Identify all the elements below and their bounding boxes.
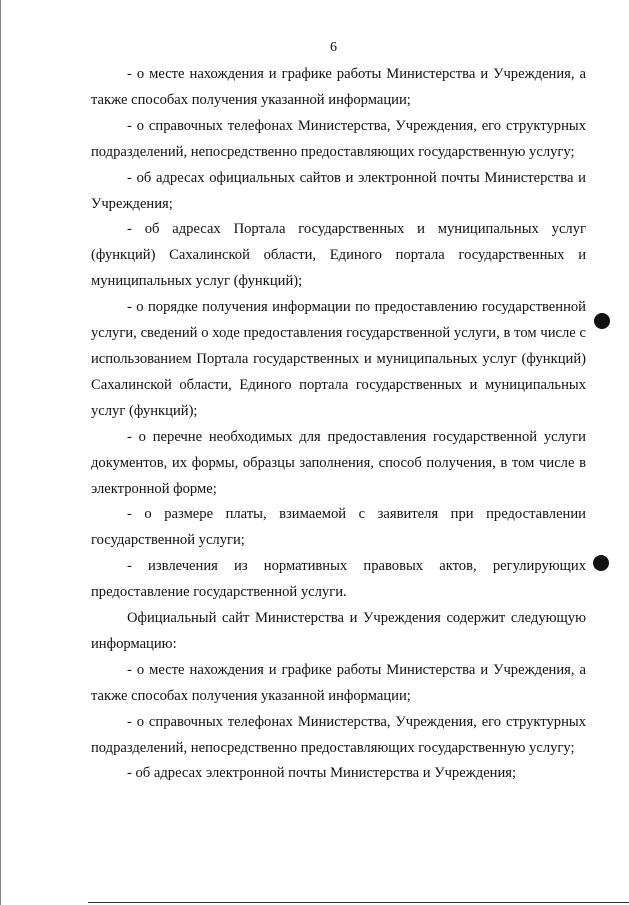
paragraph: - об адресах электронной почты Министерства и Учреждения; xyxy=(127,765,517,782)
paragraph: - о перечне необходимых для предоставления государственной услуги документов, их формы, образцы заполнения, способ получения, в том числе в электронной форме; xyxy=(91,428,586,497)
document-body xyxy=(91,62,586,787)
paragraph: - о месте нахождения и графике работы Министерства и Учреждения, а также способах получения указанной информации; xyxy=(91,66,586,108)
paragraph: - о месте нахождения и графике работы Министерства и Учреждения, а также способах получения указанной информации; xyxy=(91,661,586,704)
paragraph: - об адресах официальных сайтов и электронной почты Министерства и Учреждения; xyxy=(91,169,586,212)
paragraph: - об адресах Портала государственных и муниципальных услуг (функций) Сахалинской области, Единого портала государственных и муниципальных услуг (функций); xyxy=(91,221,586,290)
bottom-edge-line xyxy=(88,902,629,903)
paragraph: - о порядке получения информации по предоставлению государственной услуги, сведений о ходе предоставления государственной услуги, в том числе с использованием Портала государственных и муниципальных услуг (функций) Сахалинской области, Единого портала государственных и муниципальных услуг (функций); xyxy=(91,299,586,419)
paragraph: Официальный сайт Министерства и Учреждения содержит следующую информацию: xyxy=(91,610,586,652)
paragraph: - извлечения из нормативных правовых актов, регулирующих предоставление государственной услуги. xyxy=(91,558,586,601)
page-number: 6 xyxy=(330,40,337,55)
paragraph: - о справочных телефонах Министерства, Учреждения, его структурных подразделений, непосредственно предоставляющих государственную услугу; xyxy=(91,117,586,160)
punch-hole-mark xyxy=(593,555,609,571)
punch-hole-mark xyxy=(594,313,610,329)
scan-left-edge xyxy=(0,0,1,905)
paragraph: - о размере платы, взимаемой с заявителя при предоставлении государственной услуги; xyxy=(91,506,586,549)
paragraph: - о справочных телефонах Министерства, Учреждения, его структурных подразделений, непосредственно предоставляющих государственную услугу; xyxy=(91,713,586,756)
